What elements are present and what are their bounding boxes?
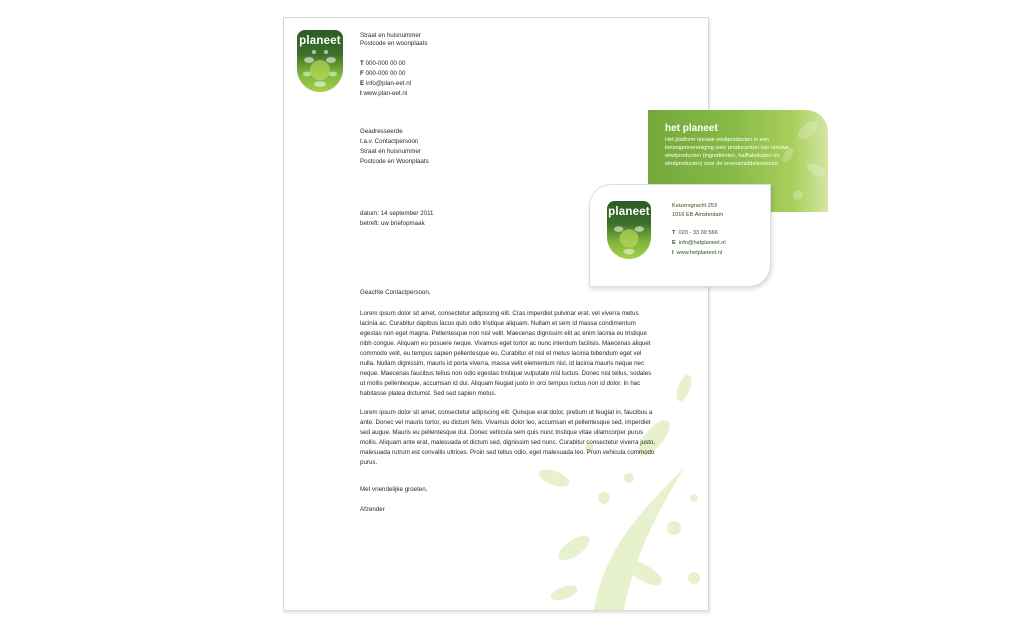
contact-fax: F 000-000 00 00 <box>360 70 406 77</box>
logo-wordmark: planeet <box>299 35 341 47</box>
recipient-line-2: t.a.v. Contactpersoon <box>360 138 419 145</box>
planeet-logo <box>297 30 343 92</box>
card-address-line-1: Keizersgracht 253 <box>672 203 718 209</box>
salutation: Geachte Contactpersoon, <box>360 289 431 296</box>
card-address-line-2: 1016 EB Amsterdam <box>672 212 724 218</box>
recipient-line-3: Straat en huisnummer <box>360 148 421 155</box>
recipient-line-1: Geadresseerde <box>360 128 403 135</box>
business-card-back <box>589 184 771 287</box>
card-website: I www.hetplaneet.nl <box>672 250 723 256</box>
contact-email: E info@plan-eet.nl <box>360 80 412 87</box>
sender-address-line-2: Postcode en woonplaats <box>360 40 428 47</box>
date-line: datum: 14 september 2011 <box>360 210 434 217</box>
card-title: het planeet <box>665 123 718 134</box>
recipient-line-4: Postcode en Woonplaats <box>360 158 429 165</box>
letterhead-page <box>283 17 709 611</box>
subject-line: betreft: uw briefopmaak <box>360 220 425 227</box>
body-paragraph-2: Lorem ipsum dolor sit amet, consectetur adipiscing elit. Quisque erat dolor, pretium ut feugiat in, faucibus a ante. Donec vel mauris tortor, eu dictum felis. Vivamus dolor leo, accumsan et pellentesque sed, imperdiet sed augue. Mauris eu pellentesque dui. Donec vehicula sem quis nunc tristique vitae ullamcorper purus mollis. Aliquam ante erat, malesuada et dictum sed, dignissim sed nunc. Curabitur consectetur viverra justo, malesuada rutrum est convallis ultrices. Proin sed tellus odio, eget malesuada leo. Proin vehicula commodo purus. <box>360 409 656 466</box>
card-phone: T 020 - 33 00 566 <box>672 230 718 236</box>
contact-website: I www.plan-eet.nl <box>360 90 408 97</box>
sender-address-line-1: Straat en huisnummer <box>360 32 421 39</box>
card-description: Het platform nieuwe eiwitproducten is een belangenvereniging voor producenten van nieuwe eiwitproducten (ingrediënten, halffabrikaten en eindproducten) voor de levensmiddelensector. <box>665 137 789 167</box>
closing-line: Met vriendelijke groeten, <box>360 486 428 493</box>
contact-phone: T 000-000 00 00 <box>360 60 406 67</box>
sender-signature: Afzender <box>360 506 385 513</box>
logo-wordmark: planeet <box>608 206 650 218</box>
planeet-logo <box>607 201 651 259</box>
body-paragraph-1: Lorem ipsum dolor sit amet, consectetur adipiscing elit. Cras imperdiet pulvinar erat, vel viverra metus lacinia ac. Curabitur dapibus lacus quis odio tristique aliquam. Nullam et sem id massa condimentum egestas non eget magna. Pellentesque non nisl velit. Maecenas dignissim elit ac enim lacinia eu tristique nibh congue. Aliquam eu posuere neque. Vivamus eget tortor ac nunc interdum facilisis. Maecenas aliquet commodo velit, eu tempus sapien pellentesque eu. Curabitur et nisl et metus lacinia bibendum eget vel nulla. Nullam dignissim, mauris id porta viverra, massa velit elementum nisl, id lacinia mauris neque nec neque. Maecenas faucibus tellus non odio egestas tristique vulputate nisl luctus. Donec nisl tellus, sodales ut mollis pellentesque, accumsan id dui. Aliquam feugiat justo in orci tempus luctus non id dolor. In hac habitasse platea dictumst. Sed sed sapien metus. <box>360 310 652 397</box>
card-email: E info@hetplaneet.nl <box>672 240 726 246</box>
